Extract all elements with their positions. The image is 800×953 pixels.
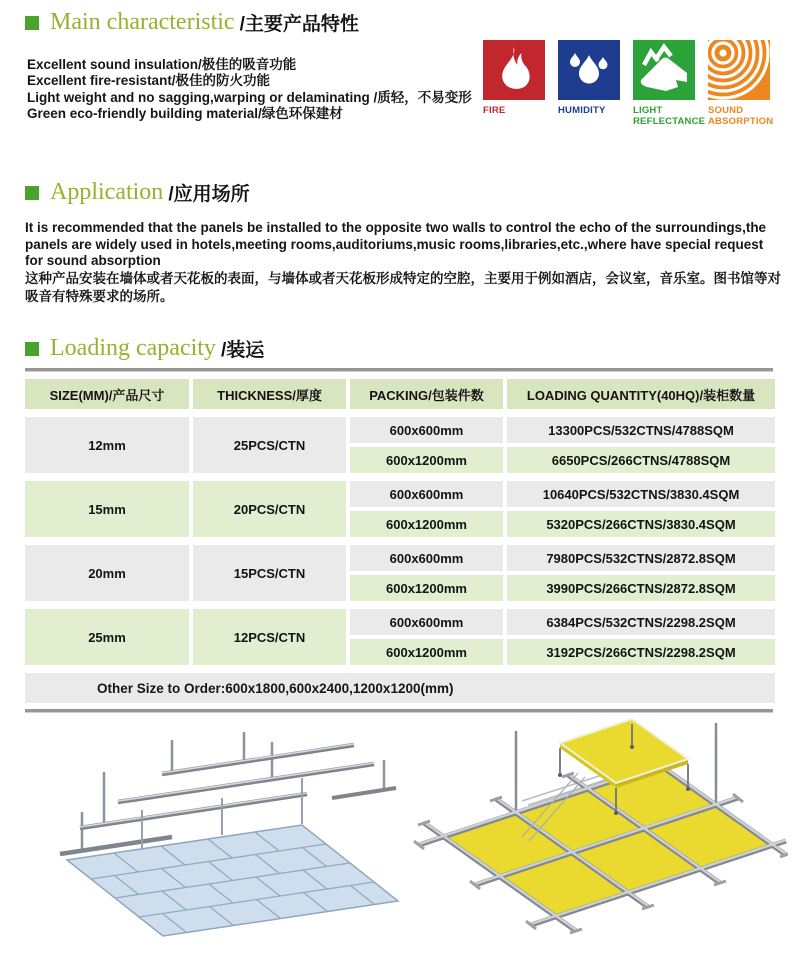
feature-icon-light-reflectance xyxy=(633,40,706,127)
ceiling-grid-diagram-yellow-panels xyxy=(402,715,788,953)
divider-line xyxy=(25,709,773,713)
size-cell: 600x1200mm xyxy=(350,511,503,537)
table-group-12mm xyxy=(25,417,775,473)
feature-icon-sound-absorption xyxy=(708,40,774,127)
feature-line: Excellent fire-resistant/极佳的防火功能 xyxy=(27,73,271,89)
application-paragraph xyxy=(25,220,782,305)
packing-cell: 15PCS/CTN xyxy=(193,545,346,601)
loading-cell: 5320PCS/266CTNS/3830.4SQM xyxy=(507,511,775,537)
size-cell: 600x1200mm xyxy=(350,575,503,601)
size-cell: 600x600mm xyxy=(350,609,503,635)
feature-icon-fire xyxy=(483,40,546,127)
size-cell: 600x600mm xyxy=(350,481,503,507)
section-title-zh: /装运 xyxy=(220,340,265,361)
fire-icon xyxy=(483,40,545,100)
section-title-zh: /应用场所 xyxy=(168,184,250,205)
packing-cell: 25PCS/CTN xyxy=(193,417,346,473)
section-title-zh: /主要产品特性 xyxy=(239,14,359,35)
table-group-15mm xyxy=(25,481,775,537)
loading-cell: 6650PCS/266CTNS/4788SQM xyxy=(507,447,775,473)
feature-line: Excellent sound insulation/极佳的吸音功能 xyxy=(27,57,297,72)
table-group-20mm xyxy=(25,545,775,601)
section-title-en: Main characteristic xyxy=(50,9,235,35)
size-cell: 600x1200mm xyxy=(350,639,503,665)
column-header-loading-quantity: LOADING QUANTITY(40HQ)/装柜数量 xyxy=(507,379,775,409)
feature-list xyxy=(27,57,487,122)
suspended-ceiling-diagram-blue-panels xyxy=(22,732,402,950)
column-header-size: SIZE(MM)/产品尺寸 xyxy=(25,379,189,409)
size-cell: 600x600mm xyxy=(350,417,503,443)
green-square-bullet xyxy=(25,16,39,30)
loading-cell: 3990PCS/266CTNS/2872.8SQM xyxy=(507,575,775,601)
loading-cell: 7980PCS/532CTNS/2872.8SQM xyxy=(507,545,775,571)
table-footer-other-sizes: Other Size to Order:600x1800,600x2400,1200x1200(mm) xyxy=(25,673,775,703)
section-header-main-characteristic xyxy=(25,9,359,36)
loading-cell: 6384PCS/532CTNS/2298.2SQM xyxy=(507,609,775,635)
column-header-packing: PACKING/包装件数 xyxy=(350,379,503,409)
icon-label: LIGHT REFLECTANCE xyxy=(633,105,706,127)
section-header-application xyxy=(25,179,250,206)
section-title-en: Loading capacity xyxy=(50,335,216,361)
divider-line xyxy=(25,368,773,372)
icon-label: FIRE xyxy=(483,105,506,116)
green-square-bullet xyxy=(25,342,39,356)
icon-label: SOUND ABSORPTION xyxy=(708,105,774,127)
light-reflectance-icon xyxy=(633,40,695,100)
packing-cell: 20PCS/CTN xyxy=(193,481,346,537)
section-title-en: Application xyxy=(50,179,164,205)
loading-cell: 13300PCS/532CTNS/4788SQM xyxy=(507,417,775,443)
feature-line: Light weight and no sagging,warping or delaminating /质轻，不易变形 xyxy=(27,89,472,105)
humidity-icon xyxy=(558,40,620,100)
sound-absorption-icon xyxy=(708,40,770,100)
thickness-cell: 15mm xyxy=(25,481,189,537)
thickness-cell: 12mm xyxy=(25,417,189,473)
feature-line: Green eco-friendly building material/绿色环保建材 xyxy=(27,105,343,121)
table-group-25mm xyxy=(25,609,775,665)
size-cell: 600x1200mm xyxy=(350,447,503,473)
application-text-zh: 这种产品安装在墙体或者天花板的表面，与墙体或者天花板形成特定的空腔，主要用于例如酒店，会议室，音乐室。图书馆等对吸音有特殊要求的场所。 xyxy=(25,270,781,304)
application-text-en: It is recommended that the panels be installed to the opposite two walls to control the echo of the surroundings,the panels are widely used in hotels,meeting rooms,auditoriums,music rooms,libraries,etc.,where have special request for sound absorption xyxy=(25,220,767,269)
packing-cell: 12PCS/CTN xyxy=(193,609,346,665)
loading-capacity-table xyxy=(25,379,775,703)
loading-cell: 10640PCS/532CTNS/3830.4SQM xyxy=(507,481,775,507)
thickness-cell: 25mm xyxy=(25,609,189,665)
section-header-loading-capacity xyxy=(25,335,264,362)
loading-cell: 3192PCS/266CTNS/2298.2SQM xyxy=(507,639,775,665)
feature-icons xyxy=(483,40,774,127)
column-header-thickness: THICKNESS/厚度 xyxy=(193,379,346,409)
icon-label: HUMIDITY xyxy=(558,105,606,116)
table-header-row xyxy=(25,379,775,409)
size-cell: 600x600mm xyxy=(350,545,503,571)
green-square-bullet xyxy=(25,186,39,200)
thickness-cell: 20mm xyxy=(25,545,189,601)
feature-icon-humidity xyxy=(558,40,621,127)
